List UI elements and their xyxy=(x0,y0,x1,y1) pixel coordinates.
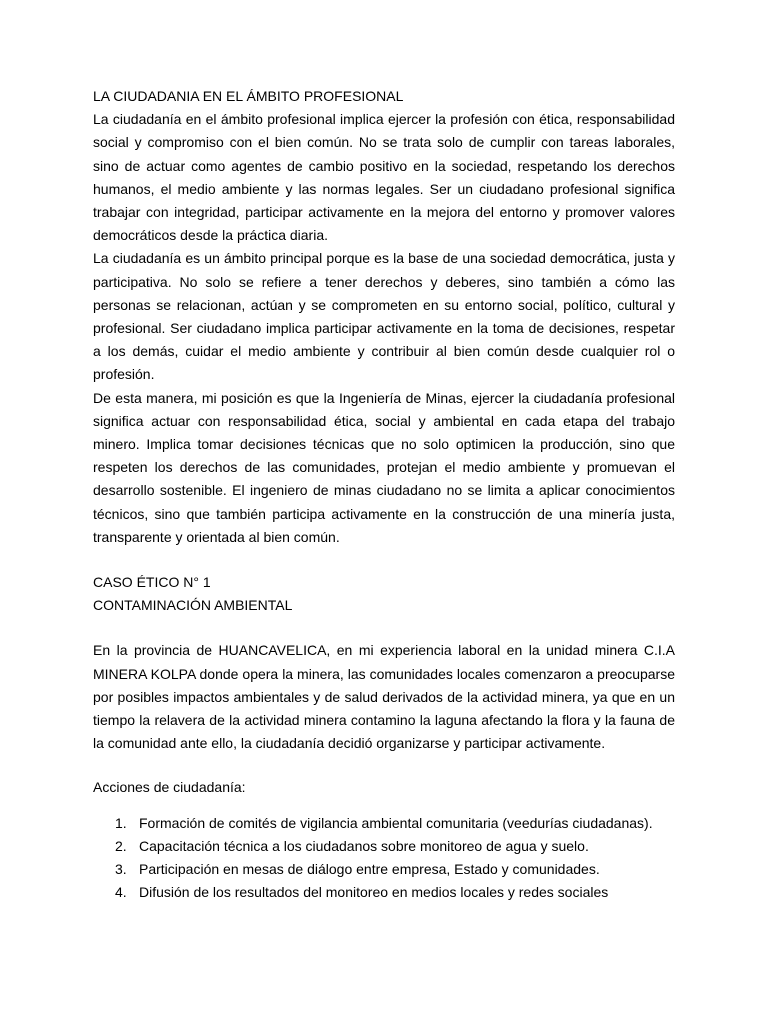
list-item-number: 2. xyxy=(115,837,127,854)
list-item-number: 1. xyxy=(115,814,127,831)
case-label: CASO ÉTICO N° 1 xyxy=(93,574,211,591)
case-paragraph: En la provincia de HUANCAVELICA, en mi experiencia laboral en la unidad minera C.I.A MINERA KOLPA donde opera la minera, las comunidades locales comenzaron a preocuparse por posibles impactos ambientales y de salud derivados de la actividad minera, ya que en un tiempo la relavera de la actividad minera contamino la laguna afectando la flora y la fauna de la comunidad ante ello, la ciudadanía decidió organizarse y participar activamente. xyxy=(93,642,675,752)
list-item-text: Participación en mesas de diálogo entre empresa, Estado y comunidades. xyxy=(139,861,600,878)
list-item-text: Difusión de los resultados del monitoreo en medios locales y redes sociales xyxy=(139,884,609,901)
case-title: CONTAMINACIÓN AMBIENTAL xyxy=(93,597,293,614)
actions-heading: Acciones de ciudadanía: xyxy=(93,779,246,796)
list-item-number: 3. xyxy=(115,861,127,878)
paragraph-2: La ciudadanía es un ámbito principal porque es la base de una sociedad democrática, justa y participativa. No solo se refiere a tener derechos y deberes, sino también a cómo las personas se relacionan, actúan y se comprometen en su entorno social, político, cultural y profesional. Ser ciudadano implica participar activamente en la toma de decisiones, respetar a los demás, cuidar el medio ambiente y contribuir al bien común desde cualquier rol o profesión. xyxy=(93,250,675,383)
list-item xyxy=(115,835,675,858)
list-item-text: Capacitación técnica a los ciudadanos sobre monitoreo de agua y suelo. xyxy=(139,837,589,854)
document-title: LA CIUDADANIA EN EL ÁMBITO PROFESIONAL xyxy=(93,88,404,104)
list-item xyxy=(115,812,675,835)
list-item-number: 4. xyxy=(115,884,127,901)
list-item xyxy=(115,858,675,881)
document-page xyxy=(93,85,675,905)
actions-list xyxy=(93,812,675,905)
list-item xyxy=(115,881,675,904)
list-item-text: Formación de comités de vigilancia ambiental comunitaria (veedurías ciudadanas). xyxy=(139,814,653,831)
paragraph-1: La ciudadanía en el ámbito profesional implica ejercer la profesión con ética, responsabilidad social y compromiso con el bien común. No se trata solo de cumplir con tareas laborales, sino de actuar como agentes de cambio positivo en la sociedad, respetando los derechos humanos, el medio ambiente y las normas legales. Ser un ciudadano profesional significa trabajar con integridad, participar activamente en la mejora del entorno y promover valores democráticos desde la práctica diaria. xyxy=(93,111,675,244)
paragraph-3: De esta manera, mi posición es que la Ingeniería de Minas, ejercer la ciudadanía profesional significa actuar con responsabilidad ética, social y ambiental en cada etapa del trabajo minero. Implica tomar decisiones técnicas que no solo optimicen la producción, sino que respeten los derechos de las comunidades, protejan el medio ambiente y promuevan el desarrollo sostenible. El ingeniero de minas ciudadano no se limita a aplicar conocimientos técnicos, sino que también participa activamente en la construcción de una minería justa, transparente y orientada al bien común. xyxy=(93,389,675,545)
